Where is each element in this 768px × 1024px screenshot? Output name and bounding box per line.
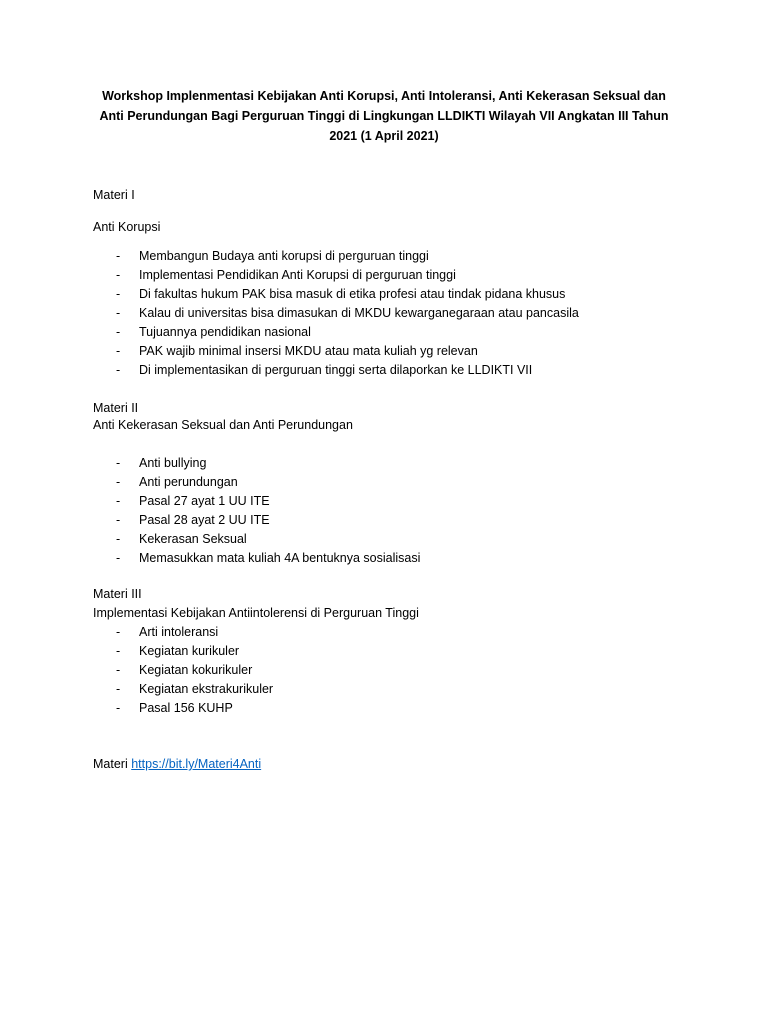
title-line-3: 2021 (1 April 2021) [329,129,439,143]
bullet-dash: - [116,456,121,470]
bullet-dash: - [116,268,121,282]
list-item-text: Kegiatan kurikuler [139,644,240,658]
list-item-text: Arti intoleransi [139,625,219,639]
list-item-text: Kekerasan Seksual [139,532,247,546]
bullet-dash: - [116,287,121,301]
list-item [0,530,768,549]
bullet-dash: - [116,306,121,320]
list-item-text: Pasal 156 KUHP [139,701,233,715]
list-item-text: Anti bullying [139,456,207,470]
list-item-text: Di fakultas hukum PAK bisa masuk di etika profesi atau tindak pidana khusus [139,287,566,301]
bullet-dash: - [116,701,121,715]
list-item-text: Membangun Budaya anti korupsi di perguruan tinggi [139,249,429,263]
list-item [0,304,768,323]
list-item [0,642,768,661]
list-item [0,323,768,342]
list-item [0,511,768,530]
list-item-text: PAK wajib minimal insersi MKDU atau mata kuliah yg relevan [139,344,478,358]
bullet-dash: - [116,475,121,489]
list-item [0,285,768,304]
section-2-heading: Materi II [93,401,139,415]
list-item [0,473,768,492]
list-item [0,454,768,473]
section-1-list [0,247,768,380]
title-line-2: Anti Perundungan Bagi Perguruan Tinggi di Lingkungan LLDIKTI Wilayah VII Angkatan III Tahun [99,109,669,123]
section-3-list [0,623,768,718]
list-item-text: Memasukkan mata kuliah 4A bentuknya sosialisasi [139,551,421,565]
list-item [0,266,768,285]
list-item [0,699,768,718]
bullet-dash: - [116,682,121,696]
list-item [0,549,768,568]
bullet-dash: - [116,663,121,677]
materials-link-line [93,755,261,773]
bullet-dash: - [116,625,121,639]
list-item-text: Kegiatan kokurikuler [139,663,253,677]
list-item-text: Tujuannya pendidikan nasional [139,325,311,339]
list-item-text: Di implementasikan di perguruan tinggi serta dilaporkan ke LLDIKTI VII [139,363,533,377]
list-item-text: Implementasi Pendidikan Anti Korupsi di perguruan tinggi [139,268,456,282]
list-item-text: Kegiatan ekstrakurikuler [139,682,274,696]
section-1-subheading: Anti Korupsi [93,220,161,234]
bullet-dash: - [116,513,121,527]
list-item-text: Anti perundungan [139,475,238,489]
bullet-dash: - [116,344,121,358]
list-item [0,661,768,680]
materials-link[interactable]: https://bit.ly/Materi4Anti [131,757,262,771]
list-item [0,342,768,361]
list-item [0,492,768,511]
bullet-dash: - [116,494,121,508]
section-2-subheading: Anti Kekerasan Seksual dan Anti Perundungan [93,418,353,432]
bullet-dash: - [116,325,121,339]
list-item [0,680,768,699]
bullet-dash: - [116,249,121,263]
section-1-heading: Materi I [93,188,135,202]
list-item [0,247,768,266]
document-title [92,86,676,146]
materials-label: Materi [93,757,128,771]
list-item-text: Pasal 27 ayat 1 UU ITE [139,494,270,508]
bullet-dash: - [116,363,121,377]
title-line-1: Workshop Implenmentasi Kebijakan Anti Korupsi, Anti Intoleransi, Anti Kekerasan Seksual dan [102,89,666,103]
bullet-dash: - [116,532,121,546]
bullet-dash: - [116,644,121,658]
list-item-text: Kalau di universitas bisa dimasukan di MKDU kewarganegaraan atau pancasila [139,306,579,320]
list-item [0,361,768,380]
list-item [0,623,768,642]
section-3-heading: Materi III [93,587,142,601]
list-item-text: Pasal 28 ayat 2 UU ITE [139,513,270,527]
bullet-dash: - [116,551,121,565]
section-3-subheading: Implementasi Kebijakan Antiintolerensi di Perguruan Tinggi [93,606,419,620]
section-2-list [0,454,768,568]
